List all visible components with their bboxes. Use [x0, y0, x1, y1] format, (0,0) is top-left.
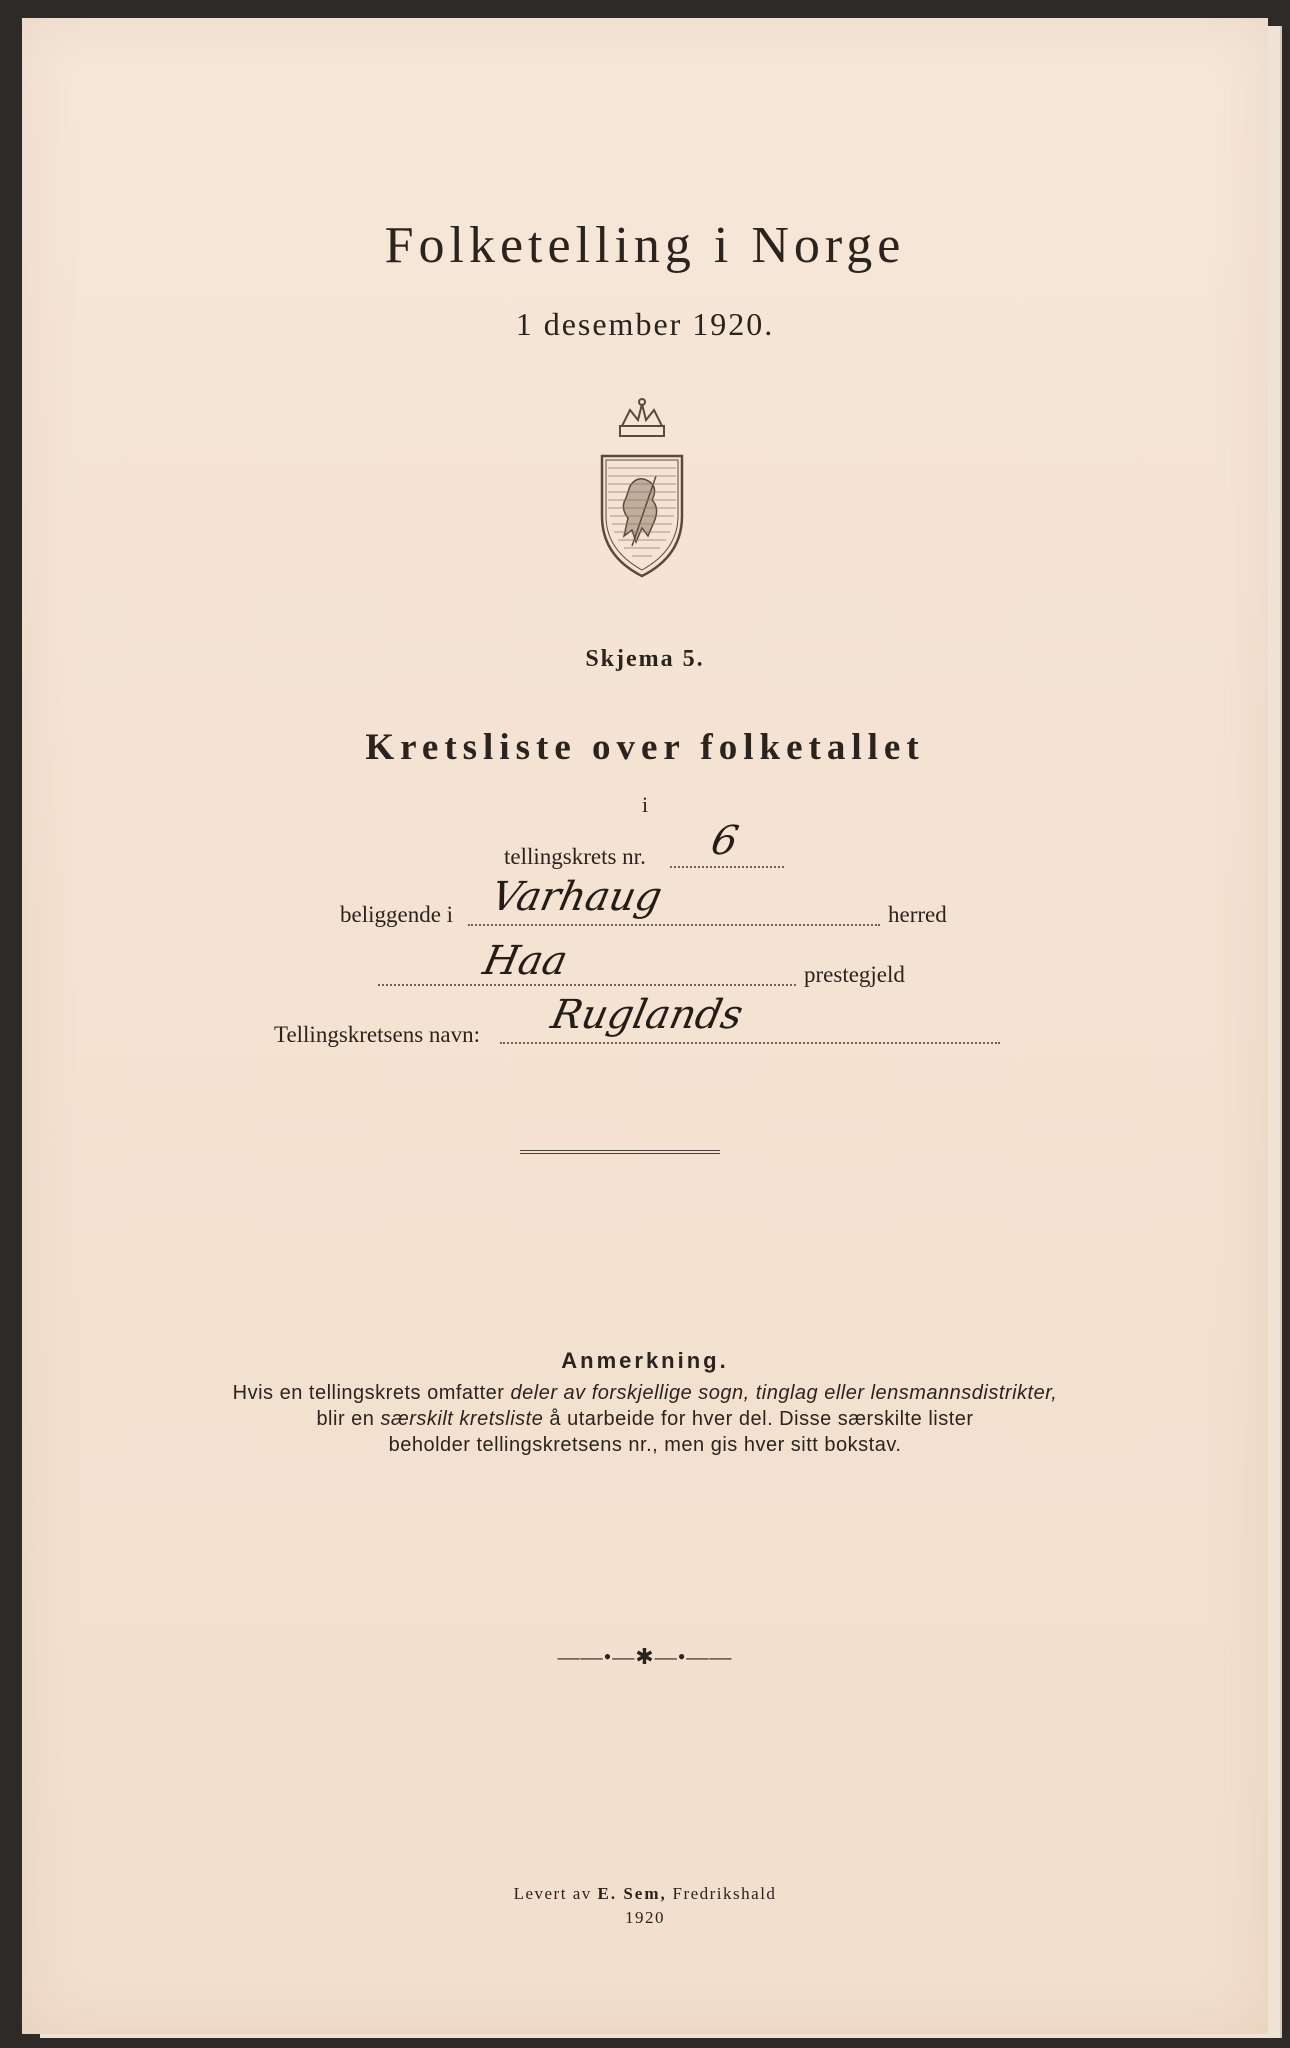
norwegian-coat-of-arms-icon: [592, 396, 692, 586]
document-date: 1 desember 1920.: [515, 306, 775, 342]
krets-name-label: Tellingskretsens navn:: [274, 1022, 480, 1047]
herred-line: [468, 924, 880, 926]
prestegjeld-value: Haa: [479, 938, 572, 984]
ornament-divider: ——•—✱—•——: [557, 1644, 733, 1669]
census-form-page: [22, 18, 1268, 2034]
prestegjeld-line: [378, 984, 796, 986]
note-line-2-rest: å utarbeide for hver del. Disse særskilte lister: [543, 1408, 974, 1430]
section-divider: [520, 1150, 720, 1154]
document-title: Folketelling i Norge: [384, 217, 906, 274]
form-heading: Kretsliste over folketallet: [365, 727, 925, 768]
krets-number-line: [670, 866, 784, 868]
note-line-2-italic: særskilt kretsliste: [380, 1408, 544, 1430]
schema-number: Skjema 5.: [585, 646, 705, 672]
krets-name-line: [500, 1042, 1000, 1044]
printer-prefix: Levert av: [513, 1884, 598, 1903]
printer-year: 1920: [625, 1908, 665, 1927]
beliggende-label: beliggende i: [340, 902, 454, 927]
note-line-1: [222, 1380, 1068, 1406]
printer-name: E. Sem,: [597, 1884, 667, 1903]
krets-name-value: Ruglands: [547, 992, 747, 1038]
krets-number-value: 6: [707, 818, 743, 864]
note-title: Anmerkning.: [561, 1348, 729, 1373]
note-line-2: [222, 1406, 1068, 1432]
herred-value: Varhaug: [487, 874, 667, 920]
herred-label: herred: [888, 902, 947, 927]
note-text: [222, 1380, 1068, 1458]
printer-credit: [22, 1884, 1268, 1904]
heading-preposition: i: [641, 792, 649, 817]
note-line-1-plain: Hvis en tellingskrets omfatter: [232, 1382, 511, 1404]
prestegjeld-label: prestegjeld: [804, 962, 905, 987]
note-line-2-plain: blir en: [316, 1408, 381, 1430]
note-line-3: beholder tellingskretsens nr., men gis hver sitt bokstav.: [388, 1434, 902, 1456]
note-line-1-italic: deler av forskjellige sogn, tinglag eller lensmannsdistrikter,: [510, 1382, 1058, 1404]
printer-place: Fredrikshald: [666, 1884, 777, 1903]
krets-number-label: tellingskrets nr.: [504, 844, 646, 869]
